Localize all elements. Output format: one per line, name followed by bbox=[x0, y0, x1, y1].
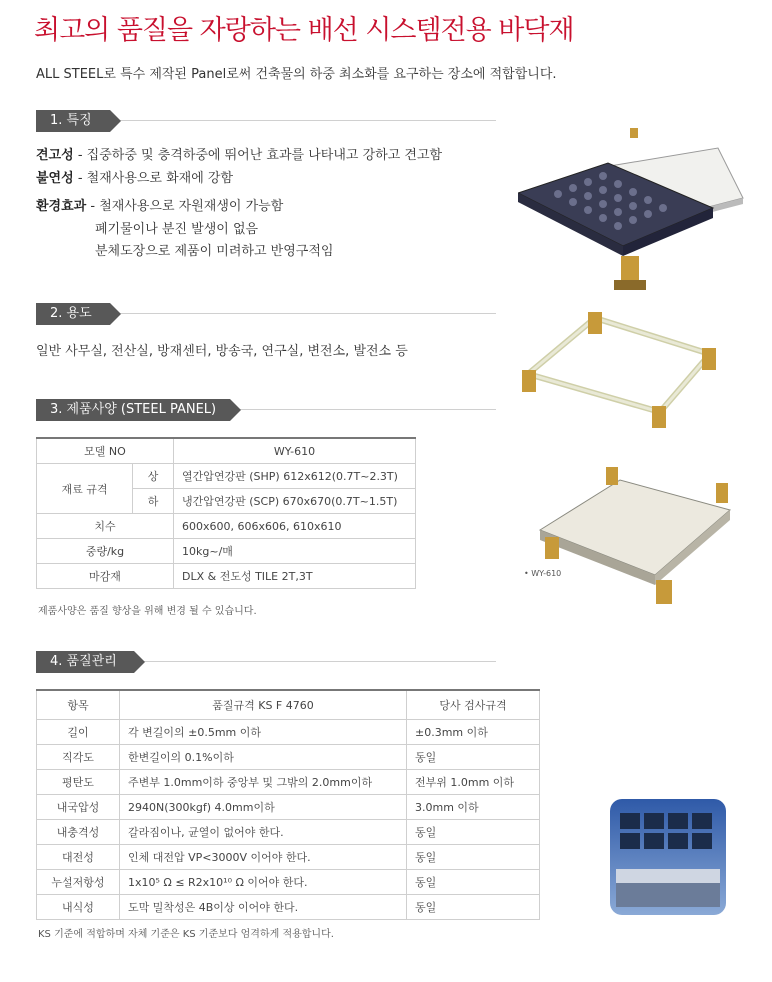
spec-row-value: 600x600, 606x606, 610x610 bbox=[174, 514, 416, 539]
spec-row-label: 마감재 bbox=[37, 564, 174, 589]
stringer-frame-image bbox=[520, 312, 720, 432]
column-header: 항목 bbox=[37, 690, 120, 720]
panel-caption: • WY-610 bbox=[524, 569, 562, 578]
quality-table bbox=[36, 689, 540, 920]
spec-model-value: WY-610 bbox=[174, 438, 416, 464]
table-row: 내충격성 갈라짐이나, 균열이 없어야 한다. 동일 bbox=[37, 820, 540, 845]
page-title: 최고의 품질을 자랑하는 배선 시스템전용 바닥재 bbox=[34, 15, 574, 46]
spec-material-value: 열간압연강판 (SHP) 612x612(0.7T~2.3T) bbox=[174, 464, 416, 489]
feature-line: 폐기물이나 분진 발생이 없음 bbox=[95, 222, 259, 237]
section-header-label: 3. 제품사양 (STEEL PANEL) bbox=[36, 399, 230, 421]
spec-row-label: 중량/kg bbox=[37, 539, 174, 564]
table-row: 누설저항성 1x10⁵ Ω ≤ R2x10¹⁰ Ω 이어야 한다. 동일 bbox=[37, 870, 540, 895]
section-header-usage bbox=[36, 303, 496, 325]
perforated-panel-image bbox=[518, 128, 746, 298]
spec-material-pos: 상 bbox=[133, 464, 174, 489]
table-row bbox=[37, 514, 416, 539]
table-row bbox=[37, 464, 416, 489]
section-header-features bbox=[36, 110, 496, 132]
table-row bbox=[37, 438, 416, 464]
table-row bbox=[37, 564, 416, 589]
table-row: 직각도 한변길이의 0.1%이하 동일 bbox=[37, 745, 540, 770]
finished-panel-image bbox=[520, 465, 750, 605]
spec-row-value: 10kg~/매 bbox=[174, 539, 416, 564]
table-row: 평탄도 주변부 1.0mm이하 중앙부 및 그밖의 2.0mm이하 전부위 1.0mm 이하 bbox=[37, 770, 540, 795]
usage-text: 일반 사무실, 전산실, 방재센터, 방송국, 연구실, 변전소, 발전소 등 bbox=[36, 344, 408, 359]
table-row: 내식성 도막 밀착성은 4B이상 이어야 한다. 동일 bbox=[37, 895, 540, 920]
table-row: 내국압성 2940N(300kgf) 4.0mm이하 3.0mm 이하 bbox=[37, 795, 540, 820]
feature-item: 견고성 - 집중하중 및 충격하중에 뛰어난 효과를 나타내고 강하고 견고함 bbox=[36, 148, 443, 163]
table-row bbox=[37, 539, 416, 564]
column-header: 품질규격 KS F 4760 bbox=[120, 690, 407, 720]
column-header: 당사 검사규격 bbox=[407, 690, 540, 720]
feature-item: 환경효과 - 철재사용으로 자원재생이 가능함 bbox=[36, 199, 284, 214]
table-row: 길이 각 변길이의 ±0.5mm 이하 ±0.3mm 이하 bbox=[37, 720, 540, 745]
section-header-label: 2. 용도 bbox=[36, 303, 110, 325]
table-header-row bbox=[37, 690, 540, 720]
spec-table bbox=[36, 437, 416, 589]
spec-note: 제품사양은 품질 향상을 위해 변경 될 수 있습니다. bbox=[38, 606, 257, 617]
section-header-label: 4. 품질관리 bbox=[36, 651, 134, 673]
section-header-label: 1. 특징 bbox=[36, 110, 110, 132]
spec-material-pos: 하 bbox=[133, 489, 174, 514]
spec-row-label: 치수 bbox=[37, 514, 174, 539]
spec-material-label: 재료 규격 bbox=[37, 464, 133, 514]
page-subtitle: ALL STEEL로 특수 제작된 Panel로써 건축물의 하중 최소화를 요구하는 장소에 적합합니다. bbox=[36, 67, 557, 82]
spec-row-value: DLX & 전도성 TILE 2T,3T bbox=[174, 564, 416, 589]
feature-item: 불연성 - 철재사용으로 화재에 강함 bbox=[36, 171, 234, 186]
spec-material-value: 냉간압연강판 (SCP) 670x670(0.7T~1.5T) bbox=[174, 489, 416, 514]
section-header-quality bbox=[36, 651, 496, 673]
quality-note: KS 기준에 적합하며 자체 기준은 KS 기준보다 엄격하게 적용합니다. bbox=[38, 929, 334, 940]
spec-model-label: 모델 NO bbox=[37, 438, 174, 464]
section-header-spec bbox=[36, 399, 496, 421]
control-room-image bbox=[610, 799, 726, 915]
feature-line: 분체도장으로 제품이 미려하고 반영구적임 bbox=[95, 244, 334, 259]
table-row: 대전성 인체 대전압 VP<3000V 이어야 한다. 동일 bbox=[37, 845, 540, 870]
